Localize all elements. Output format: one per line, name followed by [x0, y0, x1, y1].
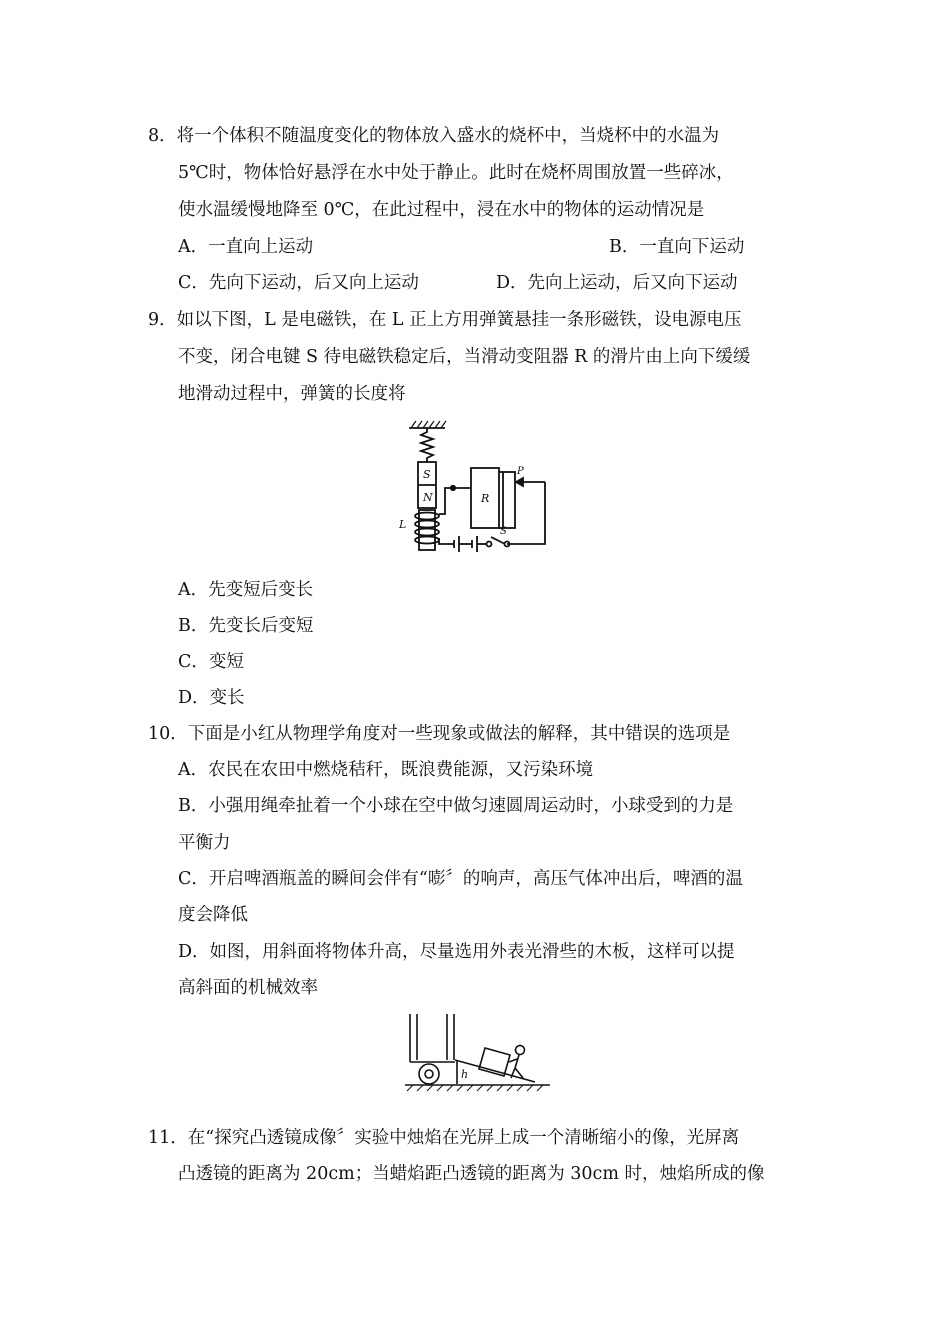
switch-label-S: S [500, 526, 507, 537]
slider-P-arrow [516, 478, 523, 486]
wire-right [507, 482, 545, 544]
wire-coil-top [439, 488, 453, 514]
q10-option-b-line-1: B．小强用绳牵扯着一个小球在空中做匀速圆周运动时，小球受到的力是 [178, 796, 734, 816]
q8-stem-line-1: 8．将一个体积不随温度变化的物体放入盛水的烧杯中，当烧杯中的水温为 [148, 126, 720, 146]
rheostat-label-R: R [481, 492, 490, 505]
magnet-label-S: S [423, 468, 431, 481]
q9-stem-line-3: 地滑动过程中，弹簧的长度将 [178, 384, 406, 404]
q10-option-d-line-1: D．如图，用斜面将物体升高，尽量选用外表光滑些的木板，这样可以提 [178, 942, 735, 962]
q10-option-c-line-2: 度会降低 [178, 905, 248, 925]
box [479, 1048, 510, 1076]
q9-stem-line-2: 不变，闭合电键 S 待电磁铁稳定后，当滑动变阻器 R 的滑片由上向下缓缓 [178, 347, 751, 367]
q9-option-a: A．先变短后变长 [178, 580, 314, 600]
q8-option-d: D．先向上运动，后又向下运动 [496, 273, 738, 293]
q11-stem-line-1: 11．在“探究凸透镜成像〞实验中烛焰在光屏上成一个清晰缩小的像，光屏离 [148, 1128, 740, 1148]
q8-option-a: A．一直向上运动 [178, 237, 314, 257]
q9-option-b: B．先变长后变短 [178, 616, 314, 636]
q10-option-b-line-2: 平衡力 [178, 833, 231, 853]
q8-stem-line-2: 5℃时，物体恰好悬浮在水中处于静止。此时在烧杯周围放置一些碎冰， [178, 163, 734, 183]
q10-option-c-line-1: C．开启啤酒瓶盖的瞬间会伴有“嘭〞的响声，高压气体冲出后，啤酒的温 [178, 869, 743, 889]
coil-label-L: L [399, 518, 407, 531]
q9-option-d: D．变长 [178, 688, 245, 708]
q8-option-b: B．一直向下运动 [609, 237, 745, 257]
q10-option-a: A．农民在农田中燃烧秸秆，既浪费能源，又污染环境 [178, 760, 594, 780]
ceiling-hatch [411, 421, 446, 428]
electromagnet-circuit-figure [395, 410, 555, 555]
height-label-h: h [461, 1068, 469, 1081]
inclined-plane-truck-figure [405, 1012, 550, 1092]
q8-stem-line-3: 使水温缓慢地降至 0℃，在此过程中，浸在水中的物体的运动情况是 [178, 200, 705, 220]
wire-coil-bottom [439, 538, 454, 544]
slider-label-P: P [517, 466, 524, 477]
q9-option-c: C．变短 [178, 652, 244, 672]
q8-option-c: C．先向下运动，后又向上运动 [178, 273, 419, 293]
resistor-R [503, 472, 515, 528]
person-head [516, 1046, 525, 1055]
truck-wheel [419, 1064, 439, 1084]
q9-stem-line-1: 9．如以下图，L 是电磁铁，在 L 正上方用弹簧悬挂一条形磁铁，设电源电压 [148, 310, 742, 330]
switch-blade [491, 537, 505, 544]
magnet-label-N: N [423, 491, 433, 504]
q10-stem: 10．下面是小红从物理学角度对一些现象或做法的解释，其中错误的选项是 [148, 724, 731, 744]
ground-hatch [407, 1085, 543, 1091]
q10-option-d-line-2: 高斜面的机械效率 [178, 978, 318, 998]
q11-stem-line-2: 凸透镜的距离为 20cm；当蜡焰距凸透镜的距离为 30cm 时，烛焰所成的像 [178, 1164, 765, 1184]
spring [421, 428, 433, 462]
